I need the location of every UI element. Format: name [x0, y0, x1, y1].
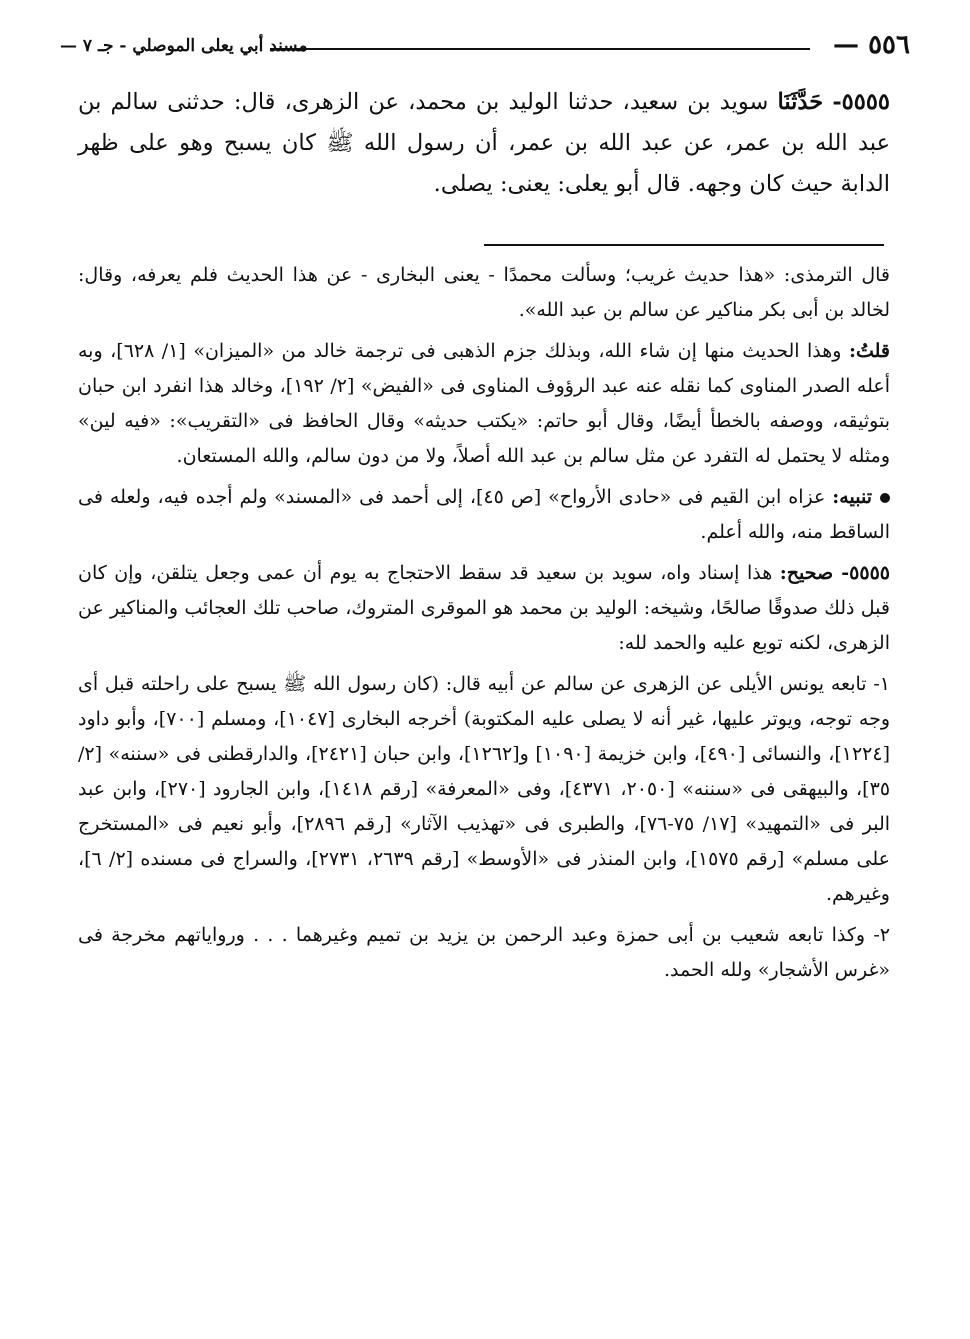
hadith-text	[78, 82, 890, 205]
note-tanbih	[78, 480, 890, 550]
page-number: ٥٥٦ —	[833, 30, 910, 60]
note-tanbih-label: تنبيه:	[832, 486, 872, 508]
note-takhrij-1: ١- تابعه يونس الأيلى عن الزهرى عن سالم عن أبيه قال: (كان رسول الله ﷺ يسبح على راحلته قبل أى وجه توجه، ويوتر عليها، غير أنه لا يصلى عليه المكتوبة) أخرجه البخارى [١٠٤٧]، ومسلم [٧٠٠]، وأبو داود [١٢٢٤]، والنسائى [٤٩٠]، وابن خزيمة [١٠٩٠] و[١٢٦٢]، وابن حبان [٢٤٢١]، والدارقطنى فى «سننه» [٢/ ٣٥]، والبيهقى فى «سننه» [٢٠٥٠، ٤٣٧١]، وفى «المعرفة» [رقم ١٤١٨]، وابن الجارود [٢٧٠]، وابن عبد البر فى «التمهيد» [١٧/ ٧٥-٧٦]، والطبرى فى «تهذيب الآثار» [رقم ٢٨٩٦]، وأبو نعيم فى «المستخرج على مسلم» [رقم ١٥٧٥]، وابن المنذر فى «الأوسط» [رقم ٢٦٣٩، ٢٧٣١]، والسراج فى مسنده [٢/ ٦]، وغيرهم.	[78, 673, 891, 905]
note-takhrij-2: ٢- وكذا تابعه شعيب بن أبى حمزة وعبد الرحمن بن يزيد بن تميم وغيرهما . . . ورواياتهم مخرجة فى «غرس الأشجار» ولله الحمد.	[78, 924, 890, 981]
footnote-divider	[484, 244, 884, 246]
note-qultu-text: وهذا الحديث منها إن شاء الله، وبذلك جزم الذهبى فى ترجمة خالد من «الميزان» [١/ ٦٢٨]، وبه أعله الصدر المناوى كما نقله عنه عبد الرؤوف المناوى فى «الفيض» [٢/ ١٩٢]، وخالد هذا انفرد ابن حبان بتوثيقه، ووصفه بالخطأ أيضًا، وقال أبو حاتم: «يكتب حديثه» وقال الحافظ فى «التقريب»: «فيه لين» ومثله لا يحتمل له التفرد عن مثل سالم بن عبد الله أصلاً، ولا من دون سالم، والله المستعان.	[78, 340, 890, 467]
note-sahih-text: هذا إسناد واه، سويد بن سعيد قد سقط الاحتجاج به يوم أن عمى وجعل يتلقن، وإن كان قبل ذلك صدوقًا صالحًا، وشيخه: الوليد بن محمد هو الموقرى المتروك، صاحب تلك العجائب والمناكير عن الزهرى، لكنه توبع عليه والحمد لله:	[78, 562, 890, 654]
hadith-body: سويد بن سعيد، حدثنا الوليد بن محمد، عن الزهرى، قال: حدثنى سالم بن عبد الله بن عمر، عن عبد الله بن عمر، أن رسول الله ﷺ كان يسبح وهو على ظهر الدابة حيث كان وجهه. قال أبو يعلى: يعنى: يصلى.	[78, 89, 890, 197]
bullet-icon	[880, 493, 890, 503]
note-qultu	[78, 334, 890, 474]
note-tanbih-text: عزاه ابن القيم فى «حادى الأرواح» [ص ٤٥]، إلى أحمد فى «المسند» ولم أجده فيه، ولعله فى الساقط منه، والله أعلم.	[78, 486, 890, 543]
note-qultu-label: قلتُ:	[848, 340, 890, 362]
haddathana-word: حَدَّثَنَا	[777, 89, 824, 115]
footnotes	[78, 258, 890, 994]
note-sahih-label: ٥٥٥٥- صحيح:	[779, 562, 890, 584]
book-title: مسند أبي يعلى الموصلي - جـ ٧ —	[60, 36, 308, 56]
note-sahih	[78, 556, 890, 661]
hadith-number: ٥٥٥٥-	[832, 89, 890, 115]
note-tirmidhi: قال الترمذى: «هذا حديث غريب؛ وسألت محمدًا - يعنى البخارى - عن هذا الحديث فلم يعرفه، وقال: لخالد بن أبى بكر مناكير عن سالم بن عبد الله».	[78, 264, 890, 321]
page-header	[60, 28, 910, 64]
header-rule	[270, 48, 810, 50]
